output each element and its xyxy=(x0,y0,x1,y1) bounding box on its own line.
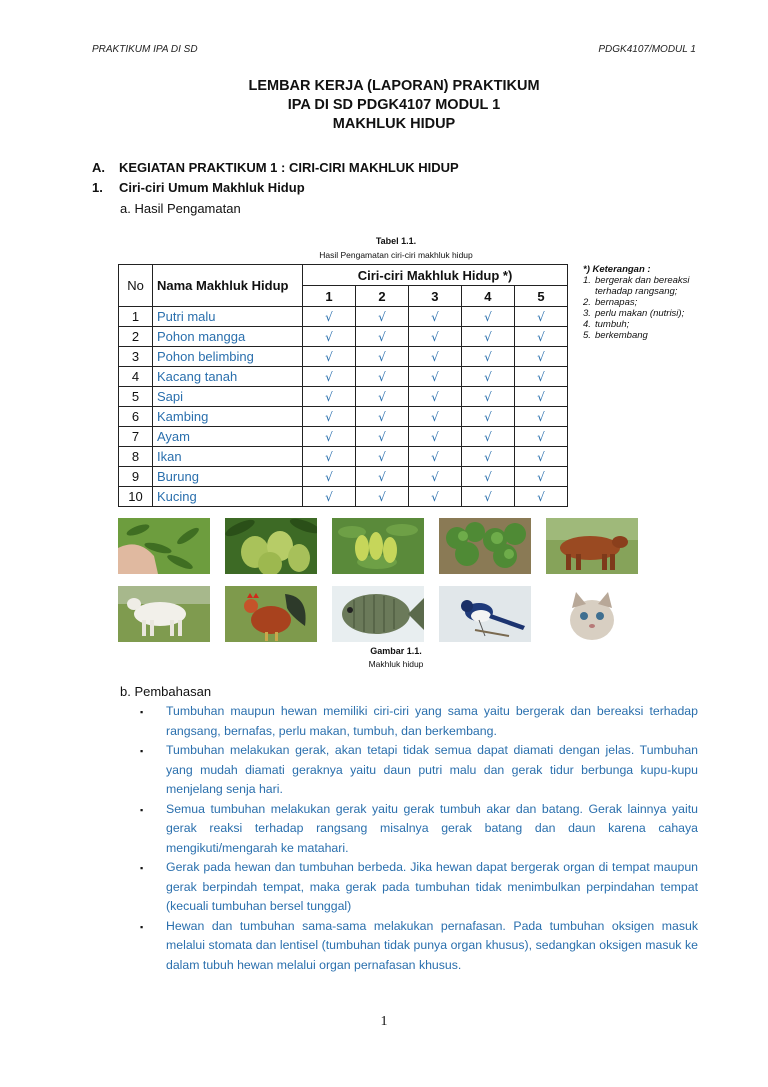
check-mark: √ xyxy=(514,327,567,347)
check-mark: √ xyxy=(514,367,567,387)
organism-name: Pohon belimbing xyxy=(153,347,303,367)
photo-burung xyxy=(439,586,531,642)
organism-name: Putri malu xyxy=(153,307,303,327)
row-number: 3 xyxy=(119,347,153,367)
check-mark: √ xyxy=(303,487,356,507)
legend-item-number: 1. xyxy=(583,275,591,286)
photo-belimbing xyxy=(332,518,424,574)
table-row xyxy=(119,347,568,367)
figure-caption-label: Gambar 1.1. xyxy=(370,646,422,656)
ayam-image xyxy=(225,586,317,642)
legend-item xyxy=(583,308,703,319)
legend-item-text: bergerak dan bereaksi terhadap rangsang; xyxy=(595,275,690,297)
title-line-1: LEMBAR KERJA (LAPORAN) PRAKTIKUM xyxy=(248,78,540,94)
row-number: 8 xyxy=(119,447,153,467)
check-mark: √ xyxy=(303,327,356,347)
check-mark: √ xyxy=(461,407,514,427)
organism-name: Pohon mangga xyxy=(153,327,303,347)
check-mark: √ xyxy=(408,447,461,467)
legend-item-text: bernapas; xyxy=(595,297,638,308)
table-row xyxy=(119,307,568,327)
document-title xyxy=(0,77,768,134)
section-1-number: 1. xyxy=(92,180,103,195)
check-mark: √ xyxy=(514,407,567,427)
section-1-text: Ciri-ciri Umum Makhluk Hidup xyxy=(119,180,305,195)
check-mark: √ xyxy=(408,487,461,507)
table-row xyxy=(119,327,568,347)
table-row xyxy=(119,467,568,487)
col-header-num-4: 4 xyxy=(461,286,514,307)
row-number: 4 xyxy=(119,367,153,387)
check-mark: √ xyxy=(461,347,514,367)
putri-malu-image xyxy=(118,518,210,574)
check-mark: √ xyxy=(514,447,567,467)
legend-item xyxy=(583,330,703,341)
check-mark: √ xyxy=(355,387,408,407)
pembahasan-text: Tumbuhan melakukan gerak, akan tetapi tidak semua dapat diamati dengan jelas. Tumbuhan yang mudah diamati geraknya yaitu daun putri malu dan gerak tidur berbunga kupu-kupu menjelang senja hari. xyxy=(166,743,698,796)
check-mark: √ xyxy=(303,367,356,387)
check-mark: √ xyxy=(408,307,461,327)
check-mark: √ xyxy=(355,307,408,327)
check-mark: √ xyxy=(355,407,408,427)
check-mark: √ xyxy=(355,447,408,467)
legend-item xyxy=(583,275,703,297)
organism-name: Ayam xyxy=(153,427,303,447)
list-item xyxy=(140,917,698,976)
check-mark: √ xyxy=(514,387,567,407)
check-mark: √ xyxy=(461,327,514,347)
table-row xyxy=(119,447,568,467)
legend-keterangan xyxy=(583,264,703,341)
kucing-image xyxy=(546,586,638,642)
observation-table-body xyxy=(119,307,568,507)
legend-item-number: 2. xyxy=(583,297,591,308)
check-mark: √ xyxy=(303,427,356,447)
organism-name: Burung xyxy=(153,467,303,487)
col-header-num-2: 2 xyxy=(355,286,408,307)
legend-item-number: 4. xyxy=(583,319,591,330)
mangga-image xyxy=(225,518,317,574)
check-mark: √ xyxy=(303,407,356,427)
photo-mangga xyxy=(225,518,317,574)
photo-sapi xyxy=(546,518,638,574)
legend-list xyxy=(583,275,703,341)
check-mark: √ xyxy=(408,467,461,487)
check-mark: √ xyxy=(408,387,461,407)
running-header-left: PRAKTIKUM IPA DI SD xyxy=(92,44,198,55)
check-mark: √ xyxy=(461,487,514,507)
list-item xyxy=(140,858,698,917)
table-row xyxy=(119,427,568,447)
row-number: 7 xyxy=(119,427,153,447)
organism-name: Kacang tanah xyxy=(153,367,303,387)
check-mark: √ xyxy=(408,407,461,427)
check-mark: √ xyxy=(461,447,514,467)
check-mark: √ xyxy=(408,327,461,347)
photo-putri-malu xyxy=(118,518,210,574)
row-number: 1 xyxy=(119,307,153,327)
col-header-num-5: 5 xyxy=(514,286,567,307)
check-mark: √ xyxy=(303,347,356,367)
col-header-num-3: 3 xyxy=(408,286,461,307)
pembahasan-text: Semua tumbuhan melakukan gerak yaitu gerak tumbuh akar dan batang. Gerak lainnya yaitu gerak reaksi terhadap rangsang misalnya gerak batang dan daun karena cahaya mengikuti/mengarah ke matahari. xyxy=(166,801,698,855)
legend-item-number: 3. xyxy=(583,308,591,319)
check-mark: √ xyxy=(303,467,356,487)
title-line-2: IPA DI SD PDGK4107 MODUL 1 xyxy=(287,97,501,113)
legend-item xyxy=(583,319,703,330)
list-item xyxy=(140,741,698,800)
pembahasan-text: Gerak pada hewan dan tumbuhan berbeda. Jika hewan dapat bergerak organ di tempat maupun gerak berpindah tempat, maka gerak pada tumbuhan tidak menimbulkan perpindahan tempat (kecuali tumbuhan bersel tunggal) xyxy=(166,860,698,913)
list-item xyxy=(140,702,698,741)
check-mark: √ xyxy=(461,387,514,407)
list-item xyxy=(140,800,698,859)
col-header-no: No xyxy=(119,265,153,307)
photo-ikan xyxy=(332,586,424,642)
bullet-square-icon: ▪ xyxy=(140,863,144,873)
bullet-square-icon: ▪ xyxy=(140,746,144,756)
running-header-right: PDGK4107/MODUL 1 xyxy=(598,44,696,55)
row-number: 9 xyxy=(119,467,153,487)
photo-kambing xyxy=(118,586,210,642)
bullet-square-icon: ▪ xyxy=(140,804,144,815)
pembahasan-text: Hewan dan tumbuhan sama-sama melakukan pernafasan. Pada tumbuhan oksigen masuk melalui stomata dan lentisel (tumbuhan tidak punya organ khusus), sedangkan oksigen masuk ke dalam tubuh hewan melalui organ pernafasan khusus. xyxy=(166,918,698,972)
col-header-num-1: 1 xyxy=(303,286,356,307)
check-mark: √ xyxy=(408,347,461,367)
subsection-a-heading: a. Hasil Pengamatan xyxy=(120,201,241,216)
check-mark: √ xyxy=(355,487,408,507)
check-mark: √ xyxy=(355,367,408,387)
col-header-group: Ciri-ciri Makhluk Hidup *) xyxy=(303,265,568,286)
row-number: 5 xyxy=(119,387,153,407)
bullet-square-icon: ▪ xyxy=(140,921,144,932)
check-mark: √ xyxy=(303,387,356,407)
check-mark: √ xyxy=(461,367,514,387)
organism-name: Kucing xyxy=(153,487,303,507)
photo-row-2 xyxy=(118,586,638,642)
organism-name: Kambing xyxy=(153,407,303,427)
legend-item-number: 5. xyxy=(583,330,591,341)
ikan-image xyxy=(332,586,424,642)
page-number: 1 xyxy=(380,1014,388,1029)
subsection-b-heading: b. Pembahasan xyxy=(120,684,212,699)
check-mark: √ xyxy=(514,467,567,487)
check-mark: √ xyxy=(461,467,514,487)
row-number: 10 xyxy=(119,487,153,507)
check-mark: √ xyxy=(408,427,461,447)
burung-image xyxy=(439,586,531,642)
check-mark: √ xyxy=(355,427,408,447)
section-1-heading xyxy=(92,180,305,195)
legend-item xyxy=(583,297,703,308)
check-mark: √ xyxy=(355,467,408,487)
photo-kucing xyxy=(546,586,638,642)
kambing-image xyxy=(118,586,210,642)
figure-caption-text: Makhluk hidup xyxy=(368,659,424,669)
table-row xyxy=(119,387,568,407)
check-mark: √ xyxy=(303,447,356,467)
organism-name: Sapi xyxy=(153,387,303,407)
check-mark: √ xyxy=(514,427,567,447)
photo-kacang-tanah xyxy=(439,518,531,574)
table-row xyxy=(119,487,568,507)
organism-name: Ikan xyxy=(153,447,303,467)
check-mark: √ xyxy=(355,327,408,347)
check-mark: √ xyxy=(514,307,567,327)
legend-item-text: berkembang xyxy=(595,330,648,341)
pembahasan-list xyxy=(140,702,698,975)
col-header-name: Nama Makhluk Hidup xyxy=(153,265,303,307)
section-a-heading xyxy=(92,160,459,175)
observation-table xyxy=(118,264,568,507)
table-row xyxy=(119,367,568,387)
bullet-square-icon: ▪ xyxy=(140,707,144,717)
table-caption-text: Hasil Pengamatan ciri-ciri makhluk hidup xyxy=(319,250,473,260)
table-caption-label: Tabel 1.1. xyxy=(375,236,417,246)
photo-ayam xyxy=(225,586,317,642)
check-mark: √ xyxy=(355,347,408,367)
check-mark: √ xyxy=(303,307,356,327)
table-row xyxy=(119,407,568,427)
check-mark: √ xyxy=(514,347,567,367)
kacang-tanah-image xyxy=(439,518,531,574)
check-mark: √ xyxy=(461,427,514,447)
row-number: 6 xyxy=(119,407,153,427)
pembahasan-text: Tumbuhan maupun hewan memiliki ciri-ciri yang sama yaitu bergerak dan bereaksi terhadap rangsang, bernafas, perlu makan, tumbuh, dan berkembang. xyxy=(166,704,698,738)
check-mark: √ xyxy=(408,367,461,387)
legend-title: *) Keterangan : xyxy=(583,264,651,275)
legend-item-text: perlu makan (nutrisi); xyxy=(595,308,685,319)
title-line-3: MAKHLUK HIDUP xyxy=(332,116,456,132)
photo-row-1 xyxy=(118,518,638,574)
belimbing-image xyxy=(332,518,424,574)
section-a-number: A. xyxy=(92,160,105,175)
row-number: 2 xyxy=(119,327,153,347)
legend-item-text: tumbuh; xyxy=(595,319,630,330)
check-mark: √ xyxy=(461,307,514,327)
sapi-image xyxy=(546,518,638,574)
section-a-text: KEGIATAN PRAKTIKUM 1 : CIRI-CIRI MAKHLUK HIDUP xyxy=(119,160,459,175)
check-mark: √ xyxy=(514,487,567,507)
